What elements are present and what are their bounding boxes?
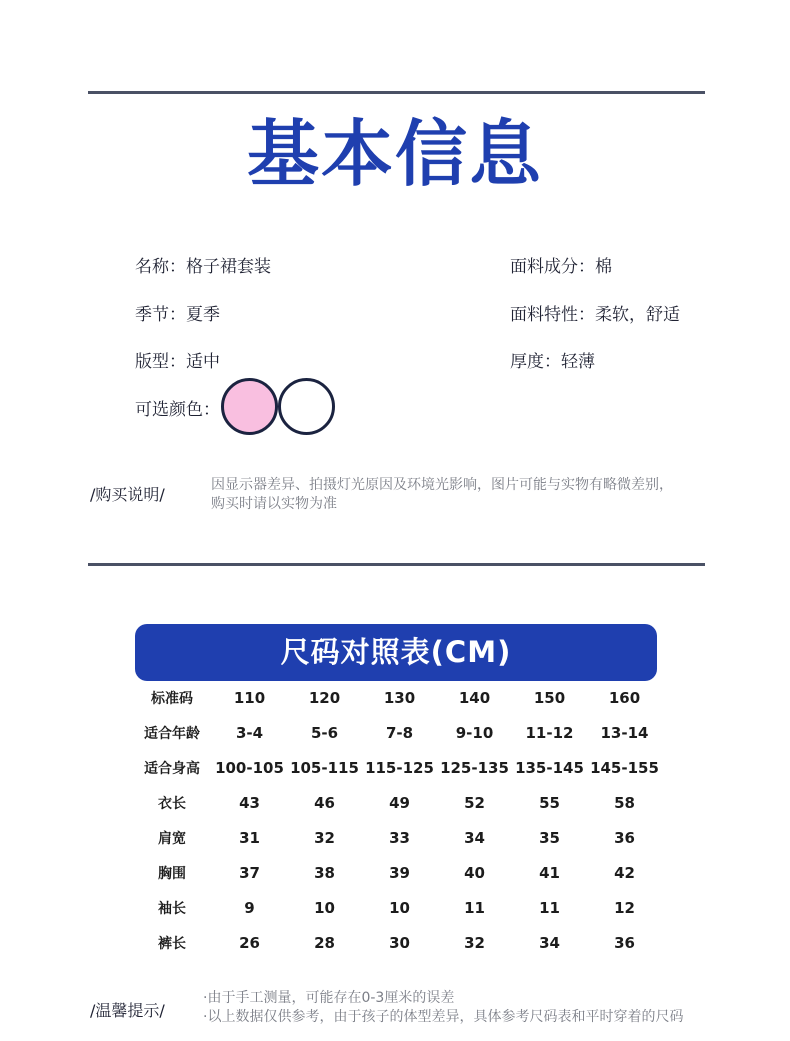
- size-cell: 11-12: [525, 723, 574, 742]
- size-cell: 13-14: [600, 723, 649, 742]
- info-fit: 版型：适中: [135, 352, 220, 372]
- size-cell: 39: [389, 863, 410, 882]
- size-cell: 11: [539, 898, 560, 917]
- size-cell: 35: [539, 828, 560, 847]
- size-row-label: 适合身高: [144, 760, 200, 777]
- info-fabric: 面料成分：棉: [510, 257, 612, 277]
- size-cell: 36: [614, 933, 635, 952]
- size-cell: 125-135: [440, 758, 509, 777]
- size-cell: 7-8: [385, 723, 414, 742]
- purchase-note-line-2: 购买时请以实物为准: [211, 496, 337, 512]
- size-cell: 120: [308, 688, 341, 707]
- top-divider: [88, 91, 705, 94]
- size-cell: 34: [539, 933, 560, 952]
- size-cell: 150: [533, 688, 566, 707]
- size-row: [132, 785, 662, 820]
- size-row: [132, 715, 662, 750]
- size-cell: 11: [464, 898, 485, 917]
- size-cell: 34: [464, 828, 485, 847]
- size-cell: 26: [239, 933, 260, 952]
- purchase-note-label: /购买说明/: [90, 485, 165, 504]
- size-cell: 115-125: [365, 758, 434, 777]
- size-chart-title: 尺码对照表(CM): [135, 624, 657, 681]
- size-cell: 3-4: [235, 723, 264, 742]
- size-cell: 46: [314, 793, 335, 812]
- size-cell: 31: [239, 828, 260, 847]
- size-cell: 100-105: [215, 758, 284, 777]
- size-row-label: 适合年龄: [144, 725, 200, 742]
- size-cell: 36: [614, 828, 635, 847]
- size-cell: 42: [614, 863, 635, 882]
- size-row-label: 袖长: [158, 900, 186, 917]
- size-row-label: 衣长: [158, 795, 186, 812]
- size-cell: 33: [389, 828, 410, 847]
- size-row: [132, 855, 662, 890]
- size-cell: 9: [244, 898, 255, 917]
- size-cell: 32: [314, 828, 335, 847]
- size-cell: 41: [539, 863, 560, 882]
- size-row-label: 标准码: [151, 690, 193, 707]
- size-cell: 38: [314, 863, 335, 882]
- purchase-note-line-1: 因显示器差异、拍摄灯光原因及环境光影响，图片可能与实物有略微差别，: [211, 477, 673, 493]
- info-thickness: 厚度：轻薄: [510, 352, 595, 372]
- size-row: [132, 890, 662, 925]
- size-cell: 5-6: [310, 723, 339, 742]
- size-cell: 40: [464, 863, 485, 882]
- size-cell: 130: [383, 688, 416, 707]
- size-cell: 12: [614, 898, 635, 917]
- size-cell: 32: [464, 933, 485, 952]
- size-cell: 52: [464, 793, 485, 812]
- size-cell: 110: [233, 688, 266, 707]
- size-cell: 160: [608, 688, 641, 707]
- size-cell: 28: [314, 933, 335, 952]
- size-row: [132, 925, 662, 960]
- size-cell: 55: [539, 793, 560, 812]
- size-cell: 37: [239, 863, 260, 882]
- size-row: [132, 680, 662, 715]
- size-cell: 10: [389, 898, 410, 917]
- size-cell: 43: [239, 793, 260, 812]
- size-row: [132, 750, 662, 785]
- tips-line-2: ·以上数据仅供参考，由于孩子的体型差异，具体参考尺码表和平时穿着的尺码: [203, 1009, 684, 1025]
- info-fabric-feature: 面料特性：柔软，舒适: [510, 305, 680, 325]
- size-cell: 10: [314, 898, 335, 917]
- size-cell: 105-115: [290, 758, 359, 777]
- middle-divider: [88, 563, 705, 566]
- size-row-label: 胸围: [158, 865, 186, 882]
- color-swatch-pink[interactable]: [221, 378, 278, 435]
- tips-label: /温馨提示/: [90, 1001, 165, 1020]
- size-row-label: 肩宽: [158, 830, 186, 847]
- color-swatch-white[interactable]: [278, 378, 335, 435]
- size-cell: 58: [614, 793, 635, 812]
- size-cell: 49: [389, 793, 410, 812]
- size-cell: 30: [389, 933, 410, 952]
- colors-label: 可选颜色：: [135, 400, 220, 420]
- size-row-label: 裤长: [158, 935, 186, 952]
- size-chart-table: [132, 680, 662, 960]
- size-cell: 135-145: [515, 758, 584, 777]
- page-title: 基本信息: [246, 112, 543, 196]
- size-cell: 140: [458, 688, 491, 707]
- info-name: 名称：格子裙套装: [135, 257, 271, 277]
- info-season: 季节：夏季: [135, 305, 220, 325]
- size-cell: 9-10: [455, 723, 494, 742]
- tips-line-1: ·由于手工测量，可能存在0-3厘米的误差: [203, 990, 455, 1006]
- size-cell: 145-155: [590, 758, 659, 777]
- size-row: [132, 820, 662, 855]
